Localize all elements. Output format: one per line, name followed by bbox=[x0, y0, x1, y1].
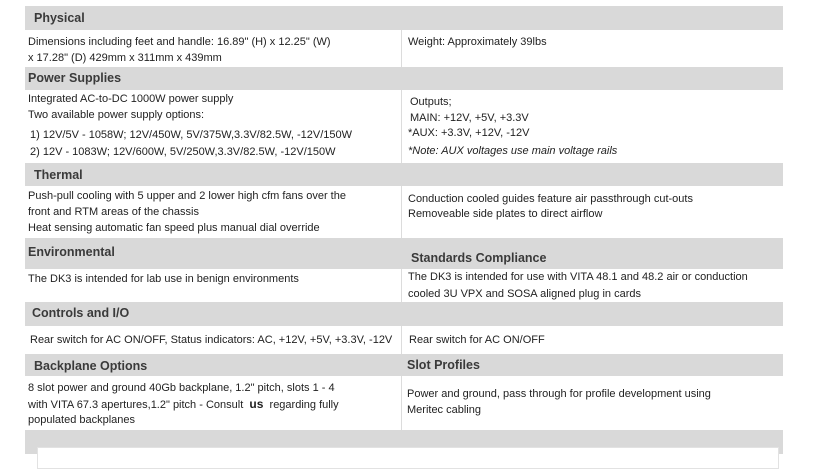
power-integrated-supply: Integrated AC-to-DC 1000W power supply bbox=[28, 93, 234, 105]
section-header-controls bbox=[25, 302, 783, 326]
backplane-line-2 bbox=[28, 396, 339, 413]
column-divider bbox=[401, 90, 402, 163]
section-title-thermal: Thermal bbox=[34, 168, 83, 182]
bottom-content-box bbox=[37, 447, 779, 469]
physical-weight: Weight: Approximately 39lbs bbox=[408, 36, 547, 48]
section-title-standards-compliance: Standards Compliance bbox=[411, 251, 547, 265]
section-header-physical bbox=[25, 6, 783, 30]
standards-line-1: The DK3 is intended for use with VITA 48.1 and 48.2 air or conduction bbox=[408, 271, 748, 283]
controls-left-text: Rear switch for AC ON/OFF, Status indicators: AC, +12V, +5V, +3.3V, -12V bbox=[30, 334, 393, 346]
backplane-line-3: populated backplanes bbox=[28, 414, 136, 426]
slot-profiles-line-1: Power and ground, pass through for profile development using bbox=[407, 388, 711, 400]
section-header-thermal bbox=[25, 163, 783, 186]
standards-line-2: cooled 3U VPX and SOSA aligned plug in cards bbox=[408, 288, 641, 300]
column-divider bbox=[401, 186, 402, 238]
column-divider bbox=[401, 326, 402, 354]
slot-profiles-line-2: Meritec cabling bbox=[407, 404, 481, 416]
power-aux-outputs: *AUX: +3.3V, +12V, -12V bbox=[408, 127, 530, 139]
physical-dimensions-line-2: x 17.28" (D) 429mm x 311mm x 439mm bbox=[28, 52, 222, 64]
power-main-outputs: MAIN: +12V, +5V, +3.3V bbox=[410, 112, 529, 124]
power-options-intro: Two available power supply options: bbox=[28, 109, 205, 121]
column-divider bbox=[401, 376, 402, 430]
power-option-1: 1) 12V/5V - 1058W; 12V/450W, 5V/375W,3.3V/82.5W, -12V/150W bbox=[30, 129, 353, 141]
backplane-line-2-end: regarding fully bbox=[269, 399, 339, 411]
section-title-controls: Controls and I/O bbox=[32, 306, 130, 320]
thermal-left-line-1: Push-pull cooling with 5 upper and 2 lower high cfm fans over the bbox=[28, 190, 346, 202]
controls-right-text: Rear switch for AC ON/OFF bbox=[409, 334, 545, 346]
power-outputs-label: Outputs; bbox=[410, 96, 452, 108]
column-divider bbox=[401, 30, 402, 67]
thermal-right-line-2: Removeable side plates to direct airflow bbox=[408, 208, 603, 220]
section-header-environmental bbox=[25, 238, 783, 269]
power-aux-note: *Note: AUX voltages use main voltage rails bbox=[408, 145, 618, 157]
section-title-backplane-options: Backplane Options bbox=[34, 359, 148, 373]
section-title-slot-profiles: Slot Profiles bbox=[407, 358, 480, 372]
specifications-table bbox=[25, 0, 783, 454]
section-header-power-supplies bbox=[25, 67, 783, 90]
environmental-text: The DK3 is intended for lab use in benign environments bbox=[28, 273, 299, 285]
thermal-right-line-1: Conduction cooled guides feature air passthrough cut-outs bbox=[408, 193, 693, 205]
section-title-environmental: Environmental bbox=[28, 245, 115, 259]
backplane-contact-us: us bbox=[249, 397, 264, 411]
thermal-left-line-2: front and RTM areas of the chassis bbox=[28, 206, 199, 218]
column-divider bbox=[401, 269, 402, 302]
backplane-line-2-start: with VITA 67.3 apertures,1.2" pitch - Consult bbox=[28, 399, 244, 411]
physical-dimensions-line-1: Dimensions including feet and handle: 16.89" (H) x 12.25" (W) bbox=[28, 36, 331, 48]
power-option-2: 2) 12V - 1083W; 12V/600W, 5V/250W,3.3V/82.5W, -12V/150W bbox=[30, 146, 336, 158]
backplane-line-1: 8 slot power and ground 40Gb backplane, 1.2" pitch, slots 1 - 4 bbox=[28, 382, 335, 394]
section-title-physical: Physical bbox=[34, 11, 85, 25]
section-title-power-supplies: Power Supplies bbox=[28, 71, 122, 85]
thermal-left-line-3: Heat sensing automatic fan speed plus manual dial override bbox=[28, 222, 320, 234]
